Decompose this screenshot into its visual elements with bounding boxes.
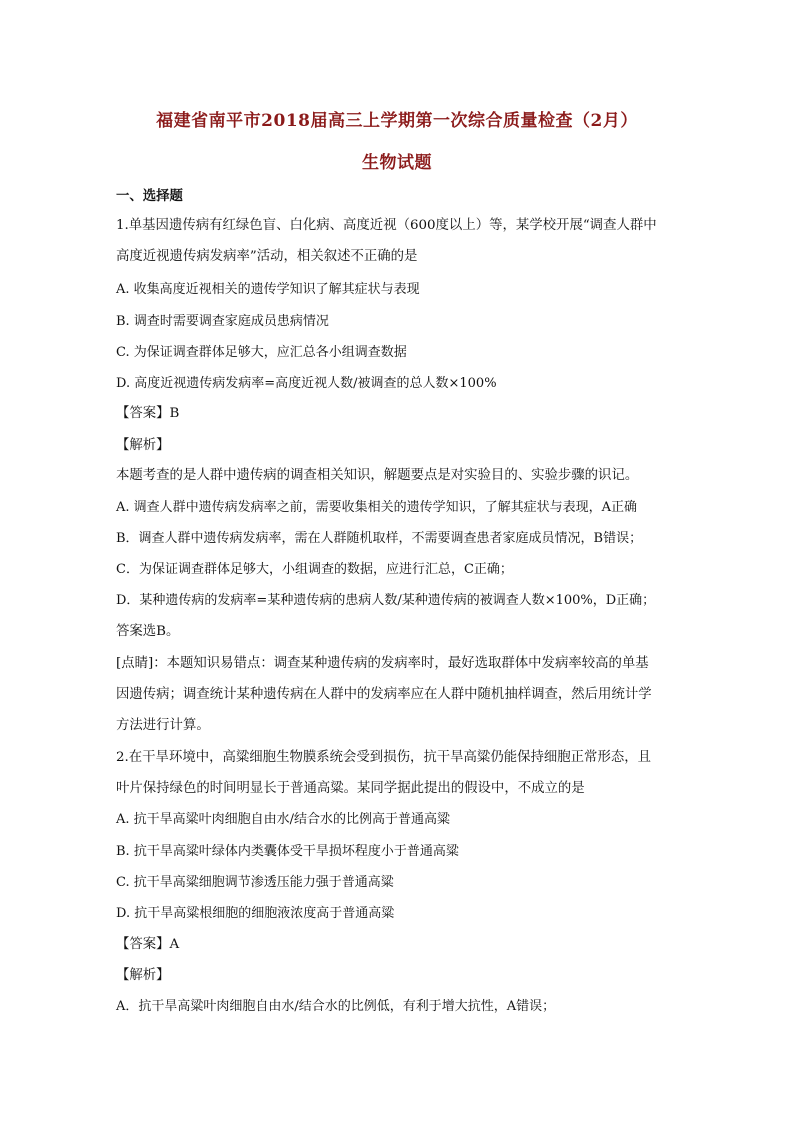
q1-analysis-line: D．某种遗传病的发病率=某种遗传病的患病人数/某种遗传病的被调查人数×100%，D正确； xyxy=(116,593,656,608)
q1-answer: 【答案】B xyxy=(116,406,180,421)
q1-option-b: B. 调查时需要调查家庭成员患病情况 xyxy=(116,314,329,329)
q2-stem-line-2: 叶片保持绿色的时间明显长于普通高粱。某同学据此提出的假设中，不成立的是 xyxy=(116,781,585,796)
q1-analysis-line: 因遗传病；调查统计某种遗传病在人群中的发病率应在人群中随机抽样调查，然后用统计学 xyxy=(116,687,652,702)
q1-analysis-line: C．为保证调查群体足够大，小组调查的数据，应进行汇总，C正确； xyxy=(116,562,513,577)
q1-analysis-line: 本题考查的是人群中遗传病的调查相关知识，解题要点是对实验目的、实验步骤的识记。 xyxy=(116,468,639,483)
q2-option-b: B. 抗干旱高粱叶绿体内类囊体受干旱损坏程度小于普通高粱 xyxy=(116,844,459,859)
q2-stem-line-1: 2.在干旱环境中，高粱细胞生物膜系统会受到损伤，抗干旱高粱仍能保持细胞正常形态，且 xyxy=(116,750,652,765)
q2-option-c: C. 抗干旱高粱细胞调节渗透压能力强于普通高粱 xyxy=(116,875,394,890)
q1-stem-line-2: 高度近视遗传病发病率”活动，相关叙述不正确的是 xyxy=(116,249,418,264)
section-heading: 一、选择题 xyxy=(116,188,183,204)
q2-option-a: A. 抗干旱高粱叶肉细胞自由水/结合水的比例高于普通高粱 xyxy=(116,812,451,827)
document-subtitle: 生物试题 xyxy=(362,153,432,173)
q1-analysis-line: B．调查人群中遗传病发病率，需在人群随机取样，不需要调查患者家庭成员情况，B错误； xyxy=(116,531,643,546)
q2-answer: 【答案】A xyxy=(116,937,180,952)
q2-analysis-line: A．抗干旱高粱叶肉细胞自由水/结合水的比例低，有利于增大抗性，A错误； xyxy=(116,999,556,1014)
q1-option-c: C. 为保证调查群体足够大，应汇总各小组调查数据 xyxy=(116,345,407,360)
q1-analysis-line: 答案选B。 xyxy=(116,624,180,639)
document-title: 福建省南平市2018届高三上学期第一次综合质量检查（2月） xyxy=(156,111,638,131)
q1-analysis-line: [点睛]：本题知识易错点：调查某种遗传病的发病率时，最好选取群体中发病率较高的单基 xyxy=(116,656,649,671)
q1-stem-line-1: 1.单基因遗传病有红绿色盲、白化病、高度近视（600度以上）等，某学校开展“调查人群中 xyxy=(116,218,657,233)
q2-analysis-label: 【解析】 xyxy=(116,968,170,983)
q1-option-d: D. 高度近视遗传病发病率=高度近视人数/被调查的总人数×100% xyxy=(116,376,497,391)
q1-analysis-label: 【解析】 xyxy=(116,438,170,453)
q1-analysis-line: 方法进行计算。 xyxy=(116,718,210,733)
q1-analysis-line: A. 调查人群中遗传病发病率之前，需要收集相关的遗传学知识，了解其症状与表现，A正确 xyxy=(116,500,638,515)
q1-option-a: A. 收集高度近视相关的遗传学知识了解其症状与表现 xyxy=(116,282,420,297)
q2-option-d: D. 抗干旱高粱根细胞的细胞液浓度高于普通高粱 xyxy=(116,906,395,921)
